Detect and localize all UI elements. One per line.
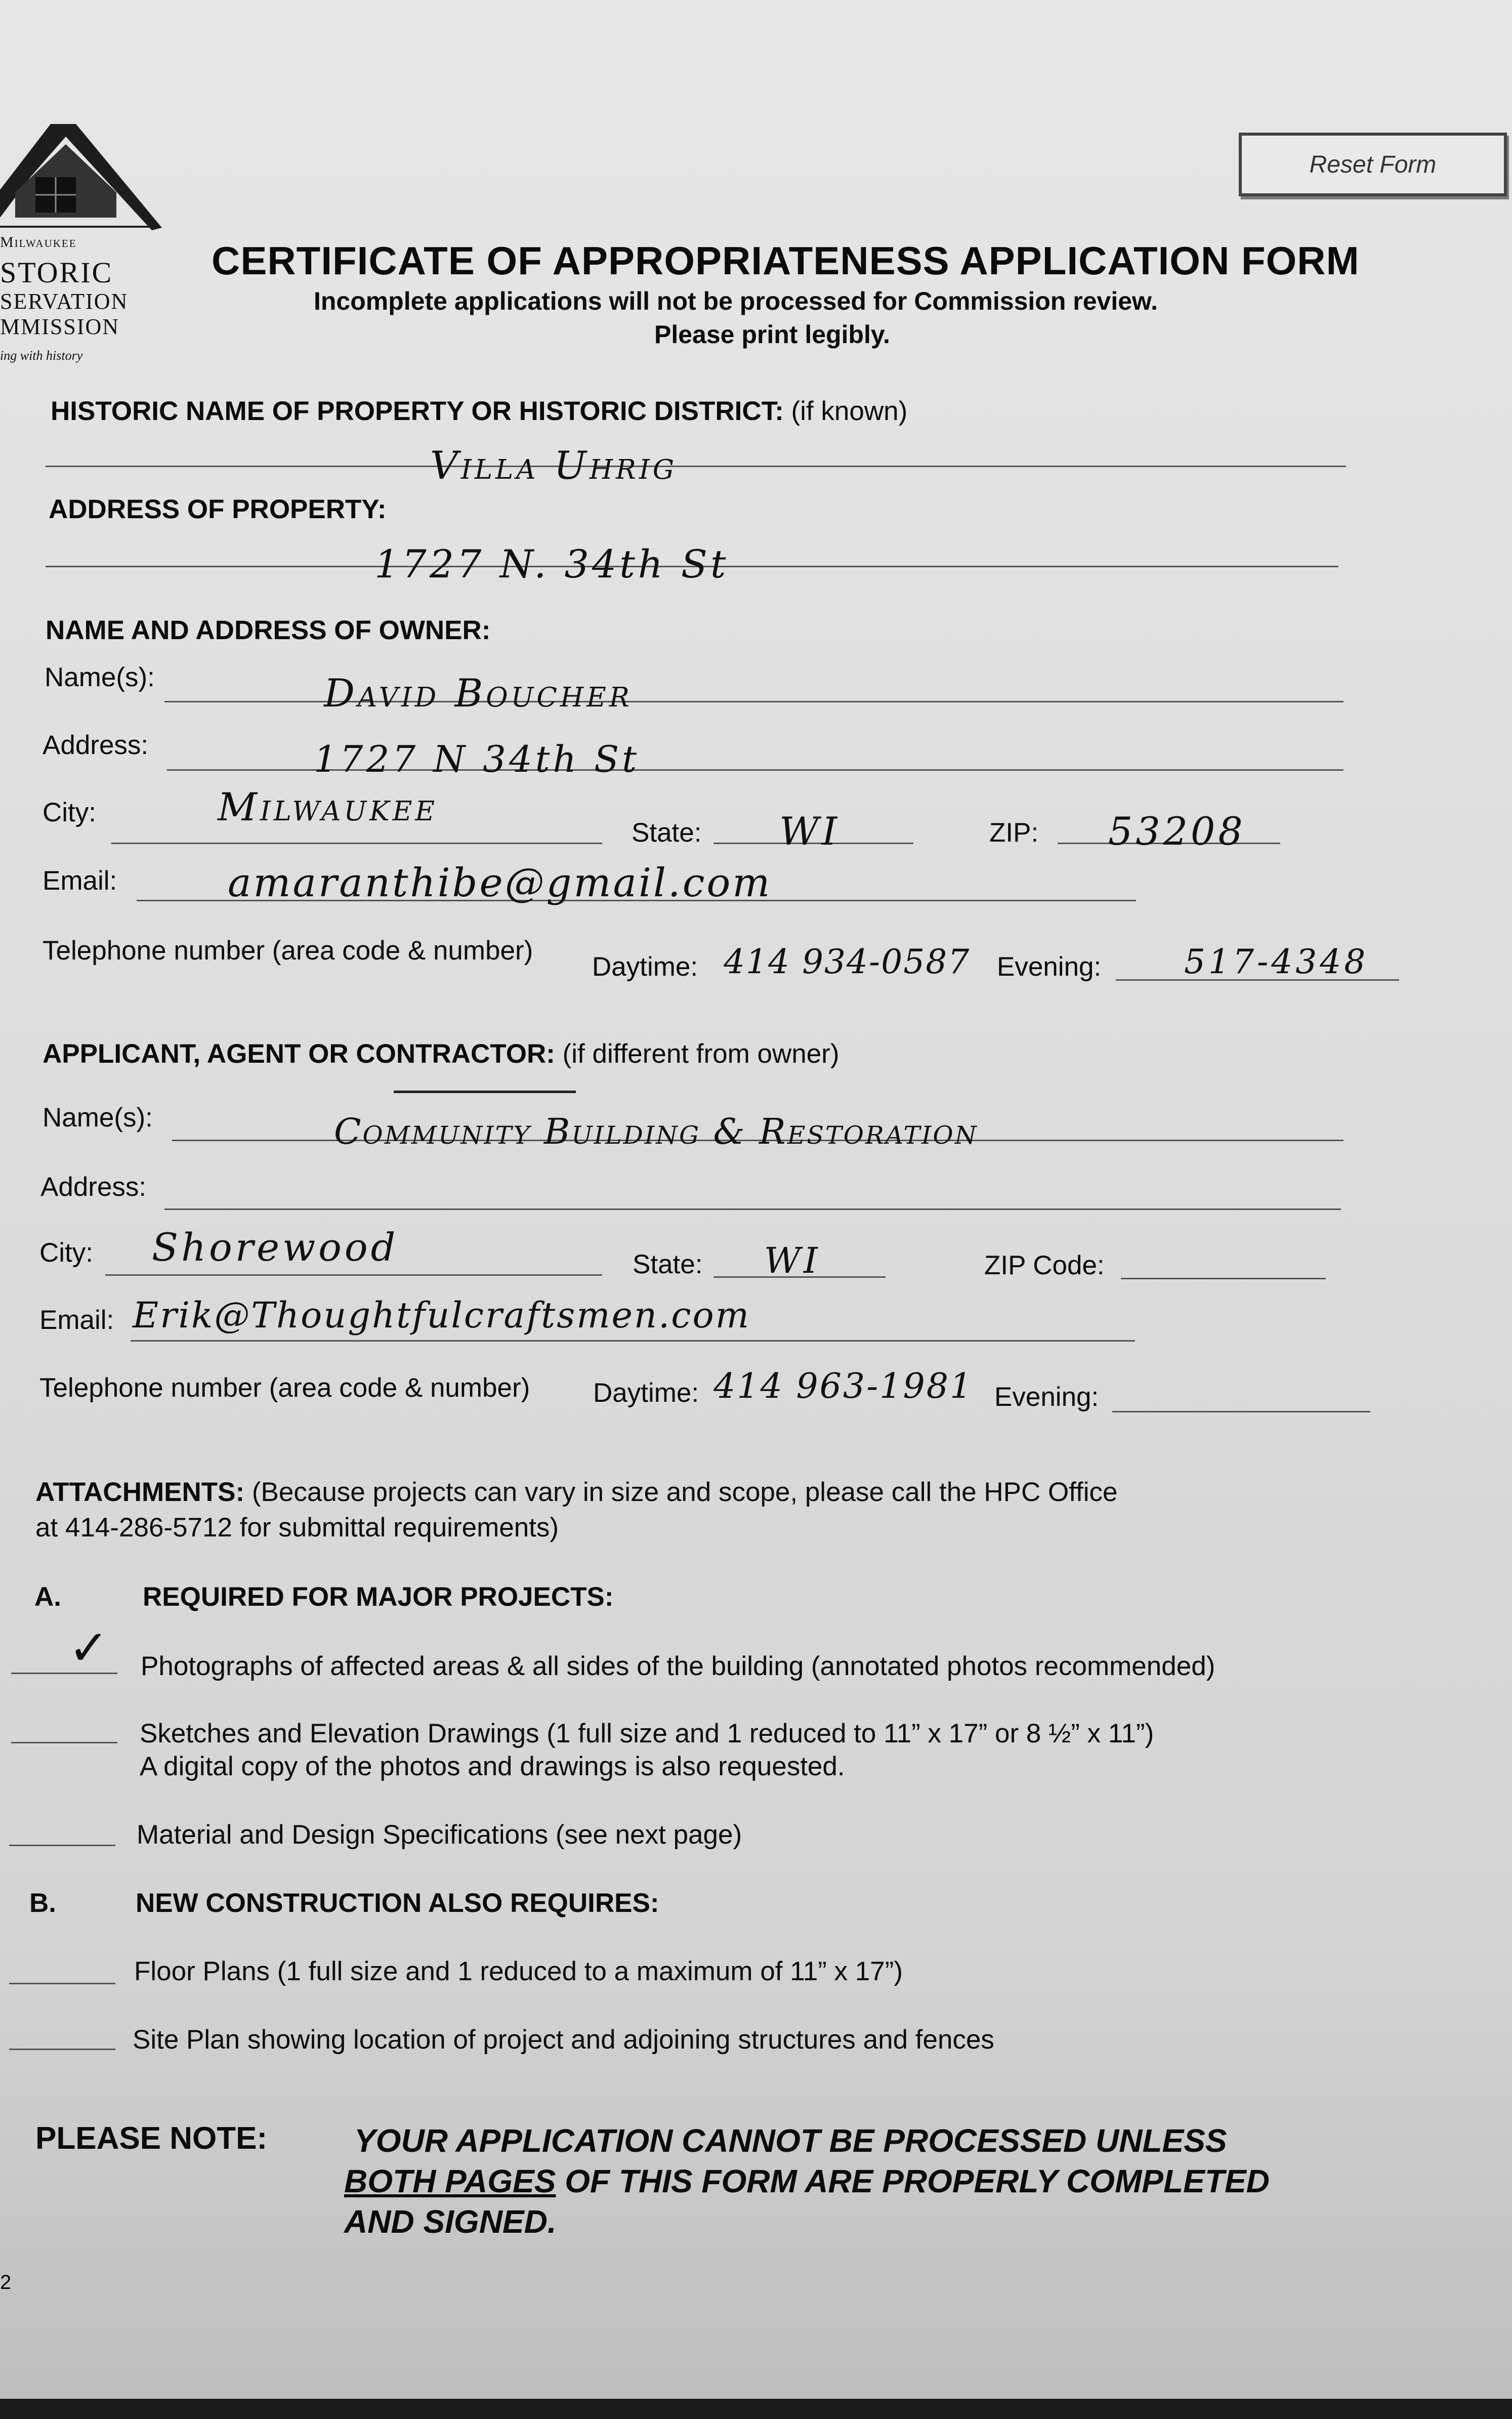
checkbox-floor-plans[interactable] <box>9 1983 115 1984</box>
note-line1: YOUR APPLICATION CANNOT BE PROCESSED UNLESS <box>354 2122 1227 2159</box>
owner-state-label: State: <box>632 818 702 848</box>
form-subtitle: Incomplete applications will not be processed for Commission review. <box>314 287 1158 315</box>
applicant-city-field[interactable]: Shorewood <box>152 1225 399 1270</box>
historic-name-field[interactable]: Villa Uhrig <box>430 443 678 488</box>
section-a-letter: A. <box>34 1582 61 1612</box>
applicant-email-field[interactable]: Erik@Thoughtfulcraftsmen.com <box>133 1295 750 1336</box>
applicant-evening-label: Evening: <box>994 1382 1099 1412</box>
note-line2: BOTH PAGES OF THIS FORM ARE PROPERLY COMPLETED <box>344 2163 1270 2199</box>
owner-state-field[interactable]: WI <box>779 809 841 854</box>
owner-address-label: Address: <box>43 730 149 760</box>
owner-phone-label: Telephone number (area code & number) <box>43 936 533 966</box>
applicant-city-line <box>105 1274 602 1276</box>
attachments-intro: ATTACHMENTS: (Because projects can vary in size and scope, please call the HPC Office <box>35 1477 1118 1507</box>
applicant-address-label: Address: <box>40 1172 147 1202</box>
please-note-body <box>344 2120 1397 2242</box>
hpc-logo <box>0 116 167 380</box>
logo-tagline: ing with history <box>0 348 83 363</box>
applicant-city-label: City: <box>39 1238 93 1268</box>
item-photographs: Photographs of affected areas & all sides of the building (annotated photos recommended) <box>141 1651 1215 1681</box>
applicant-zip-line[interactable] <box>1121 1278 1326 1279</box>
owner-address-field[interactable]: 1727 N 34th St <box>314 738 640 780</box>
owner-evening-label: Evening: <box>997 952 1102 982</box>
applicant-state-label: State: <box>633 1249 703 1279</box>
applicant-zip-label: ZIP Code: <box>984 1250 1105 1280</box>
applicant-phone-label: Telephone number (area code & number) <box>39 1373 530 1403</box>
owner-zip-label: ZIP: <box>989 818 1039 848</box>
form-title: CERTIFICATE OF APPROPRIATENESS APPLICATION FORM <box>212 238 1360 283</box>
note-line3: AND SIGNED. <box>344 2203 557 2240</box>
owner-name-field[interactable]: David Boucher <box>324 671 633 716</box>
checkbox-materials[interactable] <box>9 1845 115 1846</box>
section-b-title: NEW CONSTRUCTION ALSO REQUIRES: <box>136 1888 659 1918</box>
applicant-email-line <box>131 1340 1135 1342</box>
applicant-name-label: Name(s): <box>43 1103 153 1133</box>
property-address-field[interactable]: 1727 N. 34th St <box>374 541 729 587</box>
logo-line3: SERVATION <box>0 289 129 314</box>
house-icon <box>0 116 167 248</box>
applicant-evening-line[interactable] <box>1112 1411 1370 1412</box>
owner-evening-field[interactable]: 517-4348 <box>1184 942 1369 981</box>
form-instruction: Please print legibly. <box>654 320 890 349</box>
section-b-letter: B. <box>29 1888 56 1918</box>
property-address-label: ADDRESS OF PROPERTY: <box>49 494 387 524</box>
applicant-daytime-field[interactable]: 414 963-1981 <box>713 1366 974 1406</box>
item-site-plan: Site Plan showing location of project and adjoining structures and fences <box>133 2025 994 2055</box>
historic-name-line <box>46 466 1346 467</box>
owner-heading: NAME AND ADDRESS OF OWNER: <box>46 615 491 645</box>
owner-zip-field[interactable]: 53208 <box>1108 809 1246 854</box>
applicant-heading: APPLICANT, AGENT OR CONTRACTOR: (if different from owner) <box>43 1039 839 1069</box>
applicant-address-line[interactable] <box>164 1208 1341 1210</box>
applicant-state-field[interactable]: WI <box>764 1240 821 1281</box>
section-a-title: REQUIRED FOR MAJOR PROJECTS: <box>143 1582 614 1612</box>
applicant-daytime-label: Daytime: <box>593 1378 699 1408</box>
applicant-heading-mark <box>394 1091 576 1093</box>
owner-email-field[interactable]: amaranthibe@gmail.com <box>228 860 772 906</box>
owner-daytime-label: Daytime: <box>592 952 698 982</box>
owner-email-label: Email: <box>43 866 117 896</box>
logo-line4: MMISSION <box>0 314 120 339</box>
applicant-name-field[interactable]: Community Building & Restoration <box>334 1111 978 1152</box>
owner-city-line <box>111 843 602 844</box>
please-note-heading: PLEASE NOTE: <box>35 2121 268 2156</box>
checkbox-site-plan[interactable] <box>9 2049 115 2050</box>
owner-city-label: City: <box>43 798 96 827</box>
applicant-email-label: Email: <box>39 1305 114 1335</box>
item-materials: Material and Design Specifications (see next page) <box>137 1820 742 1850</box>
owner-city-field[interactable]: Milwaukee <box>218 784 438 829</box>
check-mark-icon: ✓ <box>68 1619 112 1676</box>
owner-daytime-field[interactable]: 414 934-0587 <box>724 942 971 981</box>
item-floor-plans: Floor Plans (1 full size and 1 reduced to a maximum of 11” x 17”) <box>134 1956 903 1986</box>
owner-name-label: Name(s): <box>45 662 155 692</box>
reset-form-button[interactable]: Reset Form <box>1239 133 1507 196</box>
item-sketches: Sketches and Elevation Drawings (1 full size and 1 reduced to 11” x 17” or 8 ½” x 11”) <box>140 1719 1154 1748</box>
item-sketches-note: A digital copy of the photos and drawings is also requested. <box>140 1751 845 1781</box>
logo-line2: STORIC <box>0 256 113 289</box>
scan-edge <box>0 2399 1512 2419</box>
logo-line1: Milwaukee <box>0 234 77 251</box>
note-both-pages: BOTH PAGES <box>344 2163 556 2199</box>
checkbox-sketches[interactable] <box>11 1742 117 1743</box>
historic-name-label: HISTORIC NAME OF PROPERTY OR HISTORIC DISTRICT: (if known) <box>51 396 908 426</box>
attachments-intro-line2: at 414-286-5712 for submittal requirements) <box>35 1513 559 1542</box>
page-number: 2 <box>0 2271 12 2293</box>
